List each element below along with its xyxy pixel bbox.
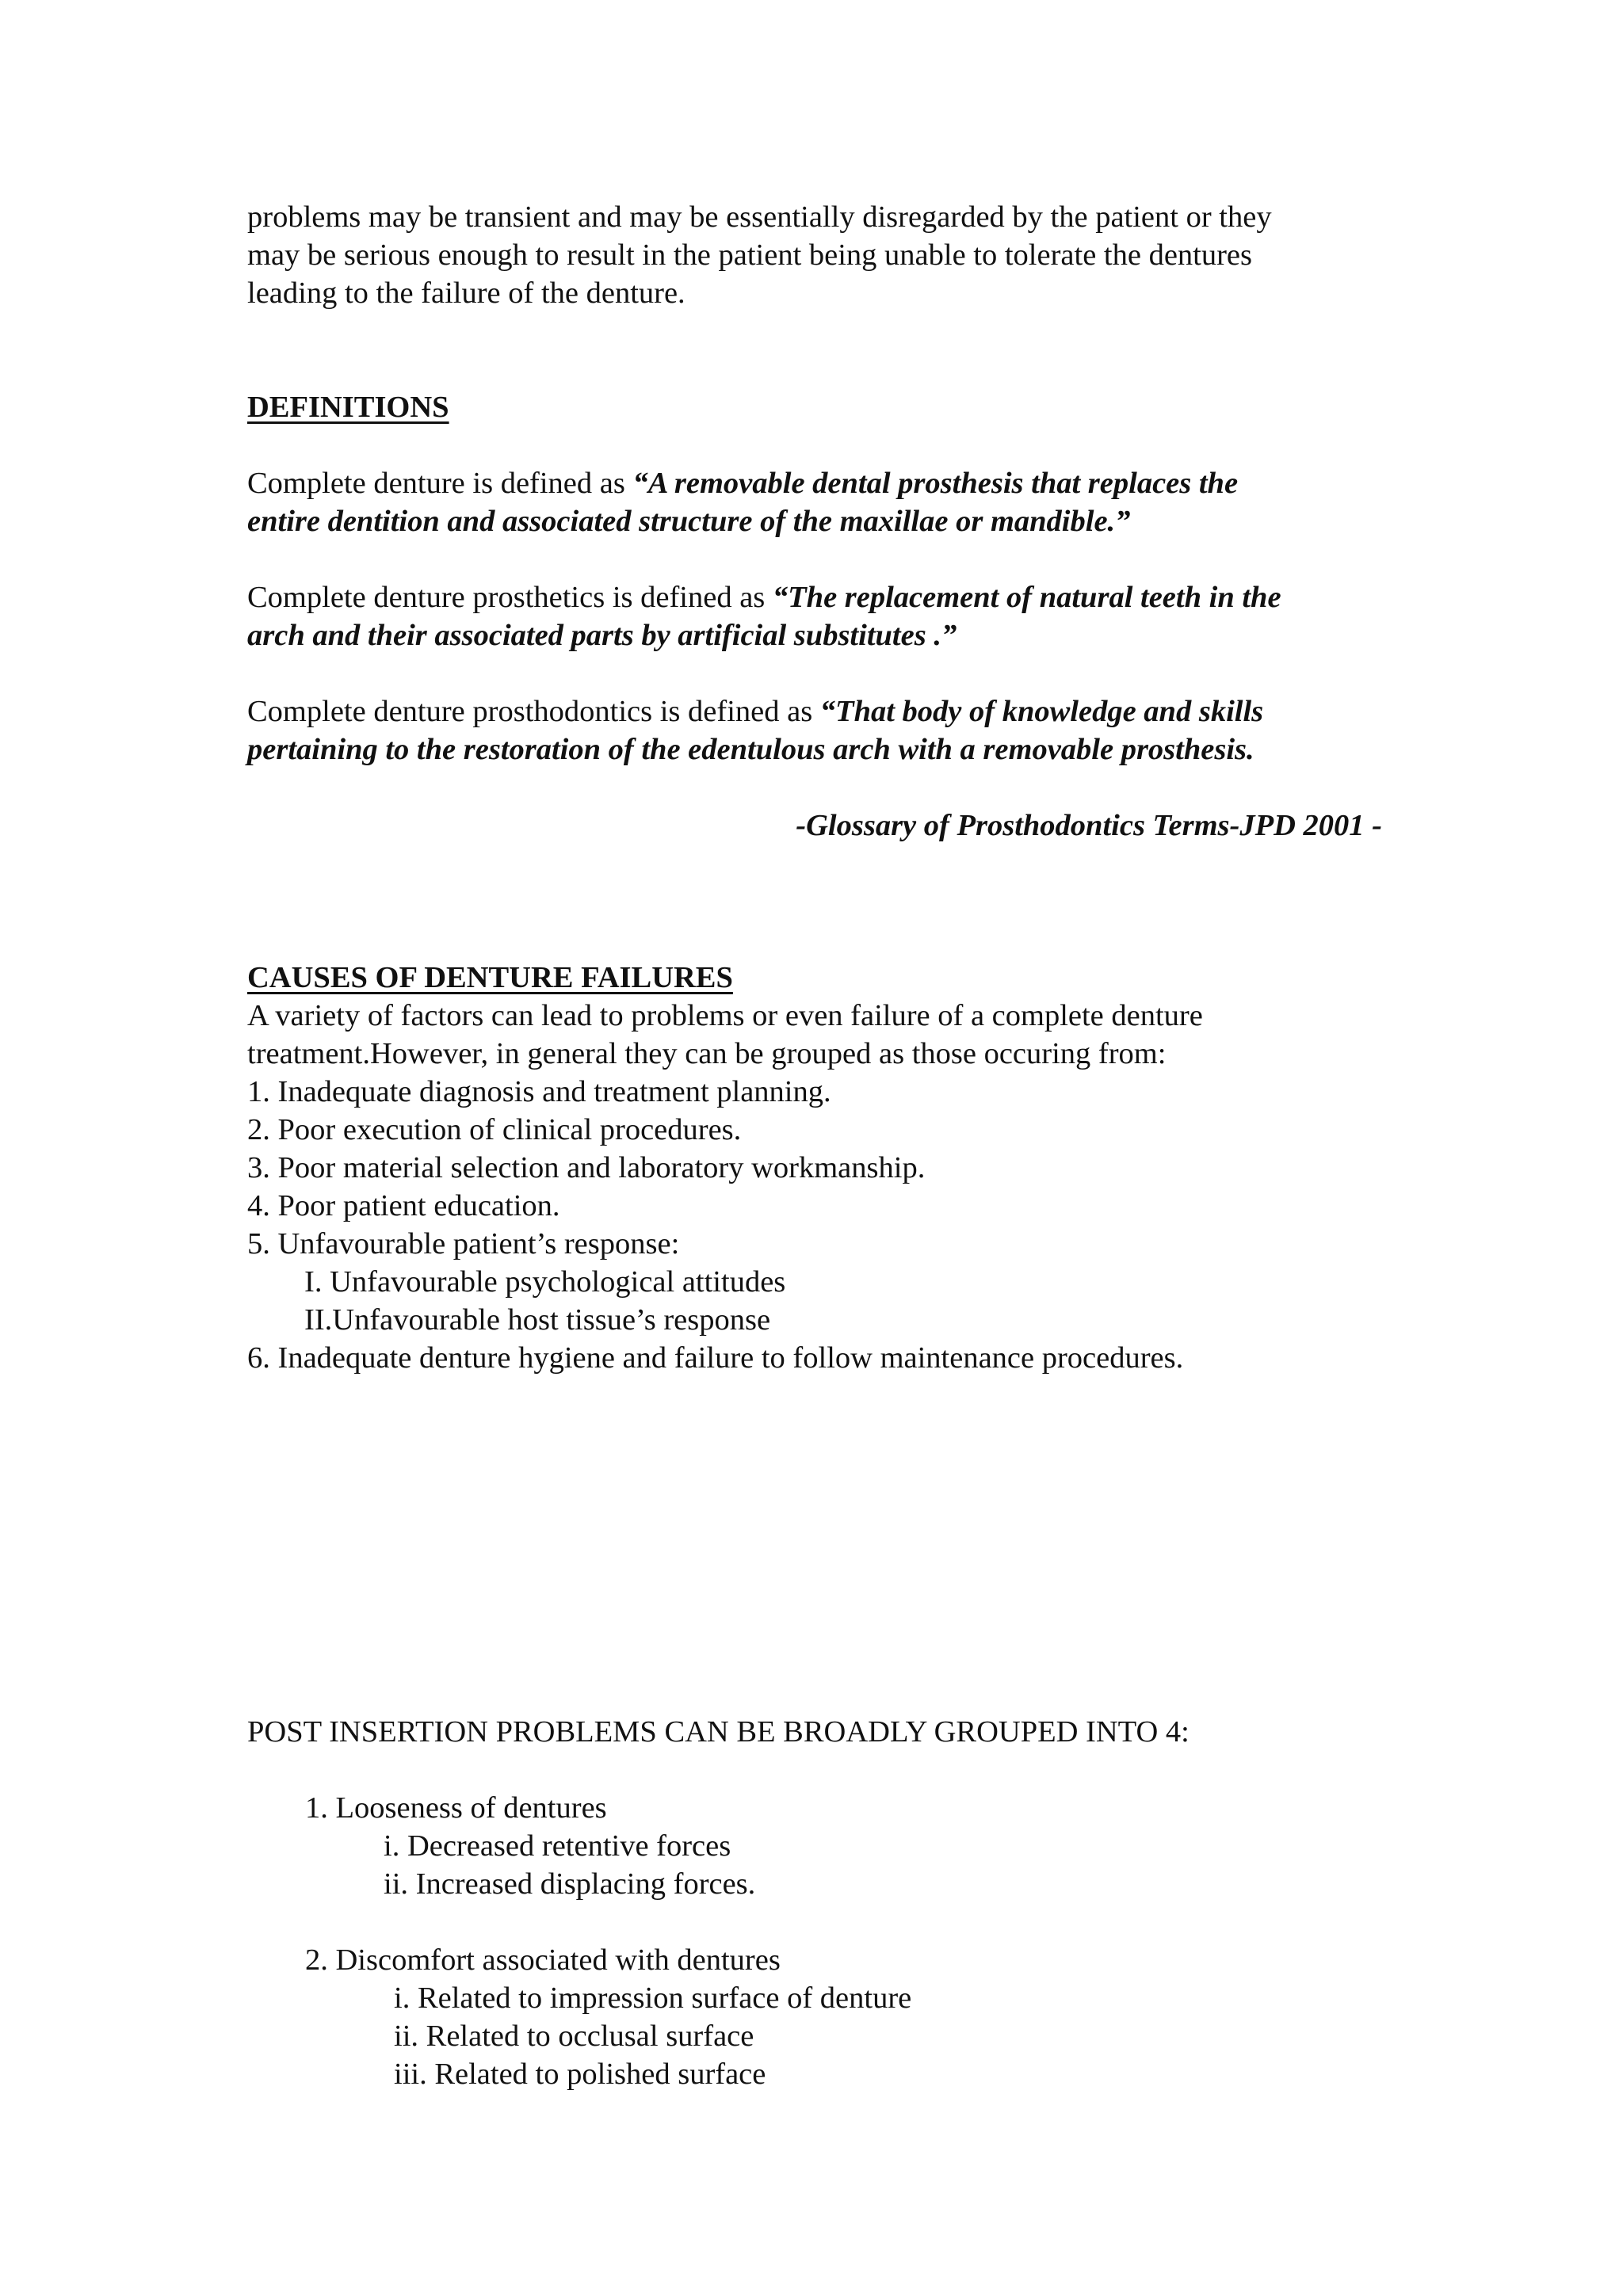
list-item: 2. Poor execution of clinical procedures. [247, 1113, 742, 1146]
intro-line: leading to the failure of the denture. [247, 277, 685, 310]
list-item: 5. Unfavourable patient’s response: [247, 1227, 680, 1261]
definition-quote: “A removable dental prosthesis that replaces the [632, 467, 1239, 500]
definition-quote: “That body of knowledge and skills [819, 695, 1264, 728]
post-insertion-subitem: ii. Increased displacing forces. [384, 1867, 756, 1901]
list-subitem: II.Unfavourable host tissue’s response [304, 1303, 771, 1337]
causes-intro-line: treatment.However, in general they can be grouped as those occuring from: [247, 1037, 1167, 1070]
list-item: 1. Inadequate diagnosis and treatment planning. [247, 1075, 831, 1108]
list-subitem: I. Unfavourable psychological attitudes [304, 1265, 786, 1299]
definition-quote: pertaining to the restoration of the edentulous arch with a removable prosthesis. [247, 733, 1254, 766]
intro-line: problems may be transient and may be essentially disregarded by the patient or they [247, 200, 1272, 234]
post-insertion-heading: POST INSERTION PROBLEMS CAN BE BROADLY GROUPED INTO 4: [247, 1715, 1190, 1749]
post-insertion-subitem: ii. Related to occlusal surface [394, 2019, 754, 2053]
definitions-heading: DEFINITIONS [247, 391, 449, 424]
post-insertion-group-title: 2. Discomfort associated with dentures [305, 1943, 781, 1977]
list-item: 3. Poor material selection and laboratory workmanship. [247, 1151, 926, 1184]
causes-heading: CAUSES OF DENTURE FAILURES [247, 961, 733, 994]
definition-prosthodontics [247, 692, 1388, 769]
intro-paragraph [247, 198, 1388, 312]
definition-quote: entire dentition and associated structure of the maxillae or mandible.” [247, 505, 1131, 538]
post-insertion-subitem: iii. Related to polished surface [394, 2058, 766, 2091]
post-insertion-subitem: i. Decreased retentive forces [384, 1829, 731, 1863]
definitions-source: -Glossary of Prosthodontics Terms-JPD 2001 - [796, 809, 1382, 842]
causes-intro-line: A variety of factors can lead to problems or even failure of a complete denture [247, 999, 1203, 1032]
post-insertion-subitem: i. Related to impression surface of denture [394, 1981, 912, 2015]
list-item: 4. Poor patient education. [247, 1189, 560, 1222]
definition-quote: “The replacement of natural teeth in the [772, 581, 1281, 614]
definition-lead: Complete denture is defined as [247, 467, 633, 500]
definition-lead: Complete denture prosthodontics is defined as [247, 695, 820, 728]
list-item: 6. Inadequate denture hygiene and failure to follow maintenance procedures. [247, 1341, 1184, 1375]
definition-complete-denture [247, 464, 1388, 540]
causes-list [247, 997, 1388, 1377]
definition-quote: arch and their associated parts by artificial substitutes .” [247, 619, 957, 652]
definition-prosthetics [247, 578, 1388, 654]
definition-lead: Complete denture prosthetics is defined as [247, 581, 773, 614]
intro-line: may be serious enough to result in the patient being unable to tolerate the dentures [247, 238, 1252, 272]
post-insertion-group-title: 1. Looseness of dentures [305, 1791, 607, 1825]
